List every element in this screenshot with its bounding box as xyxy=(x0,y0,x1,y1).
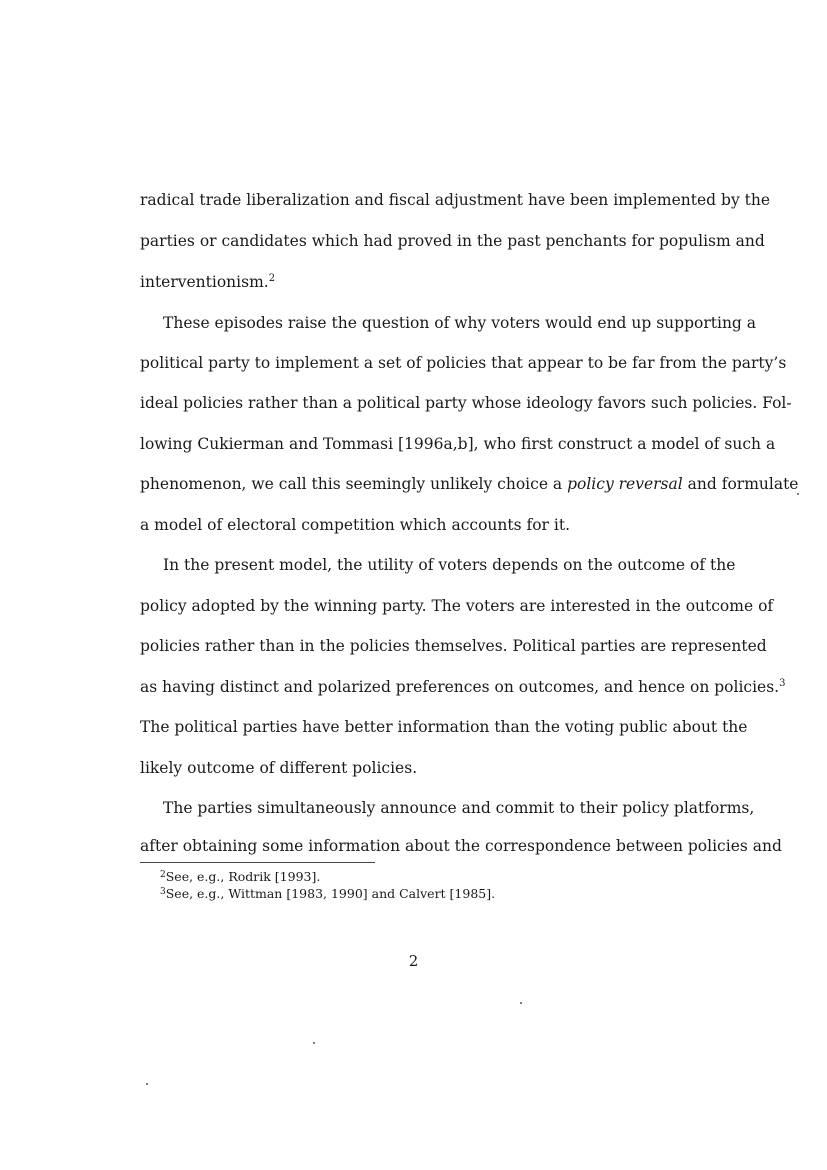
emphasis-term: policy reversal xyxy=(567,475,683,493)
body-line: policy adopted by the winning party. The voters are interested in the outcome of xyxy=(140,597,774,615)
paragraph-first-line: In the present model, the utility of voters depends on the outcome of the xyxy=(163,556,736,574)
body-line xyxy=(140,272,720,292)
body-line: radical trade liberalization and fiscal adjustment have been implemented by the xyxy=(140,191,771,209)
footnote: $^2$See, e.g., Rodrik [1993]. xyxy=(160,869,321,884)
body-line: policies rather than in the policies themselves. Political parties are represented xyxy=(140,637,767,655)
body-line: parties or candidates which had proved in the past penchants for populism and xyxy=(140,232,765,250)
body-text: as having distinct and polarized preferences on outcomes, and hence on policies. xyxy=(140,678,780,696)
footnote-rule xyxy=(140,862,375,863)
body-text: interventionism. xyxy=(140,273,269,291)
body-line: lowing Cukierman and Tommasi [1996a,b], who first construct a model of such a xyxy=(140,435,776,453)
body-line xyxy=(140,677,786,697)
footnote: $^3$See, e.g., Wittman [1983, 1990] and Calvert [1985]. xyxy=(160,886,496,901)
body-line: after obtaining some information about the correspondence between policies and xyxy=(140,837,782,855)
paragraph-first-line: The parties simultaneously announce and commit to their policy platforms, xyxy=(163,799,755,817)
paragraph-first-line: These episodes raise the question of why voters would end up supporting a xyxy=(163,314,757,332)
scan-speck xyxy=(520,1002,522,1004)
body-line: The political parties have better information than the voting public about the xyxy=(140,718,748,736)
body-line: phenomenon, we call this seemingly unlikely choice a policy reversal and formulate xyxy=(140,475,799,493)
body-line: likely outcome of different policies. xyxy=(140,759,418,777)
scan-speck xyxy=(797,493,799,495)
footnote-ref: 3 xyxy=(779,678,786,689)
body-line: a model of electoral competition which accounts for it. xyxy=(140,516,570,534)
body-line: political party to implement a set of policies that appear to be far from the party’s xyxy=(140,354,787,372)
scan-speck xyxy=(146,1083,148,1085)
scan-speck xyxy=(313,1042,315,1044)
footnote-ref: 2 xyxy=(268,273,276,284)
page-number: 2 xyxy=(408,952,419,970)
body-line: ideal policies rather than a political party whose ideology favors such policies. Fol- xyxy=(140,394,792,412)
